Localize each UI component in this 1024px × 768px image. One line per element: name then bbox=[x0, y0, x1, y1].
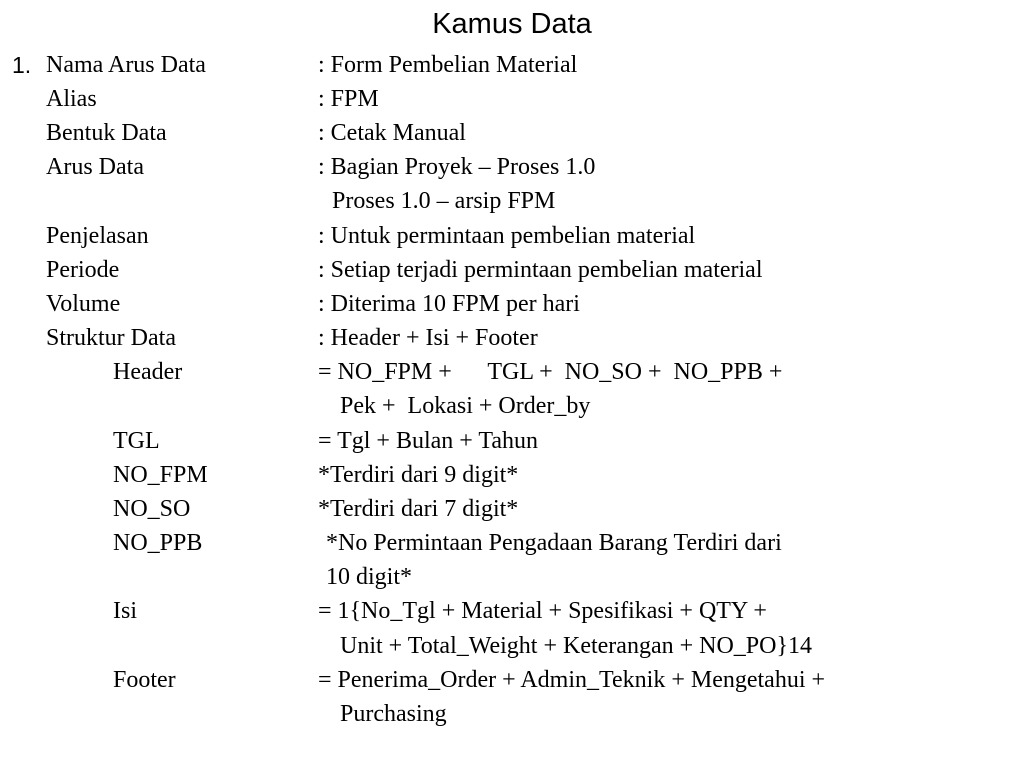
label-tgl: TGL bbox=[113, 428, 160, 454]
value-alias: : FPM bbox=[318, 86, 379, 112]
label-header: Header bbox=[113, 359, 183, 385]
label-footer: Footer bbox=[113, 667, 176, 693]
value-periode: : Setiap terjadi permintaan pembelian material bbox=[318, 257, 763, 283]
page-title: Kamus Data bbox=[432, 8, 592, 40]
value-no-fpm: *Terdiri dari 9 digit* bbox=[318, 462, 519, 488]
label-volume: Volume bbox=[46, 291, 121, 317]
label-nama-arus-data: Nama Arus Data bbox=[46, 52, 206, 78]
value-footer-cont: Purchasing bbox=[340, 701, 447, 727]
value-no-so: *Terdiri dari 7 digit* bbox=[318, 496, 519, 522]
value-no-ppb: *No Permintaan Pengadaan Barang Terdiri dari bbox=[326, 530, 782, 556]
value-arus-data-cont: Proses 1.0 – arsip FPM bbox=[332, 188, 556, 214]
item-number: 1. bbox=[12, 52, 32, 78]
value-header: = NO_FPM + TGL + NO_SO + NO_PPB + bbox=[318, 359, 783, 385]
label-bentuk-data: Bentuk Data bbox=[46, 120, 167, 146]
value-no-ppb-cont: 10 digit* bbox=[326, 564, 413, 590]
value-volume: : Diterima 10 FPM per hari bbox=[318, 291, 580, 317]
value-bentuk-data: : Cetak Manual bbox=[318, 120, 466, 146]
value-struktur-data: : Header + Isi + Footer bbox=[318, 325, 538, 351]
value-header-cont: Pek + Lokasi + Order_by bbox=[340, 393, 591, 419]
value-arus-data: : Bagian Proyek – Proses 1.0 bbox=[318, 154, 596, 180]
value-footer: = Penerima_Order + Admin_Teknik + Mengetahui + bbox=[318, 667, 826, 693]
label-no-fpm: NO_FPM bbox=[113, 462, 208, 488]
label-periode: Periode bbox=[46, 257, 120, 283]
label-alias: Alias bbox=[46, 86, 97, 112]
value-nama-arus-data: : Form Pembelian Material bbox=[318, 52, 578, 78]
label-no-so: NO_SO bbox=[113, 496, 191, 522]
value-penjelasan: : Untuk permintaan pembelian material bbox=[318, 223, 696, 249]
label-isi: Isi bbox=[113, 598, 137, 624]
label-arus-data: Arus Data bbox=[46, 154, 144, 180]
value-tgl: = Tgl + Bulan + Tahun bbox=[318, 428, 539, 454]
value-isi-cont: Unit + Total_Weight + Keterangan + NO_PO}14 bbox=[340, 633, 812, 659]
label-struktur-data: Struktur Data bbox=[46, 325, 176, 351]
label-penjelasan: Penjelasan bbox=[46, 223, 149, 249]
value-isi: = 1{No_Tgl + Material + Spesifikasi + QTY + bbox=[318, 598, 767, 624]
label-no-ppb: NO_PPB bbox=[113, 530, 203, 556]
